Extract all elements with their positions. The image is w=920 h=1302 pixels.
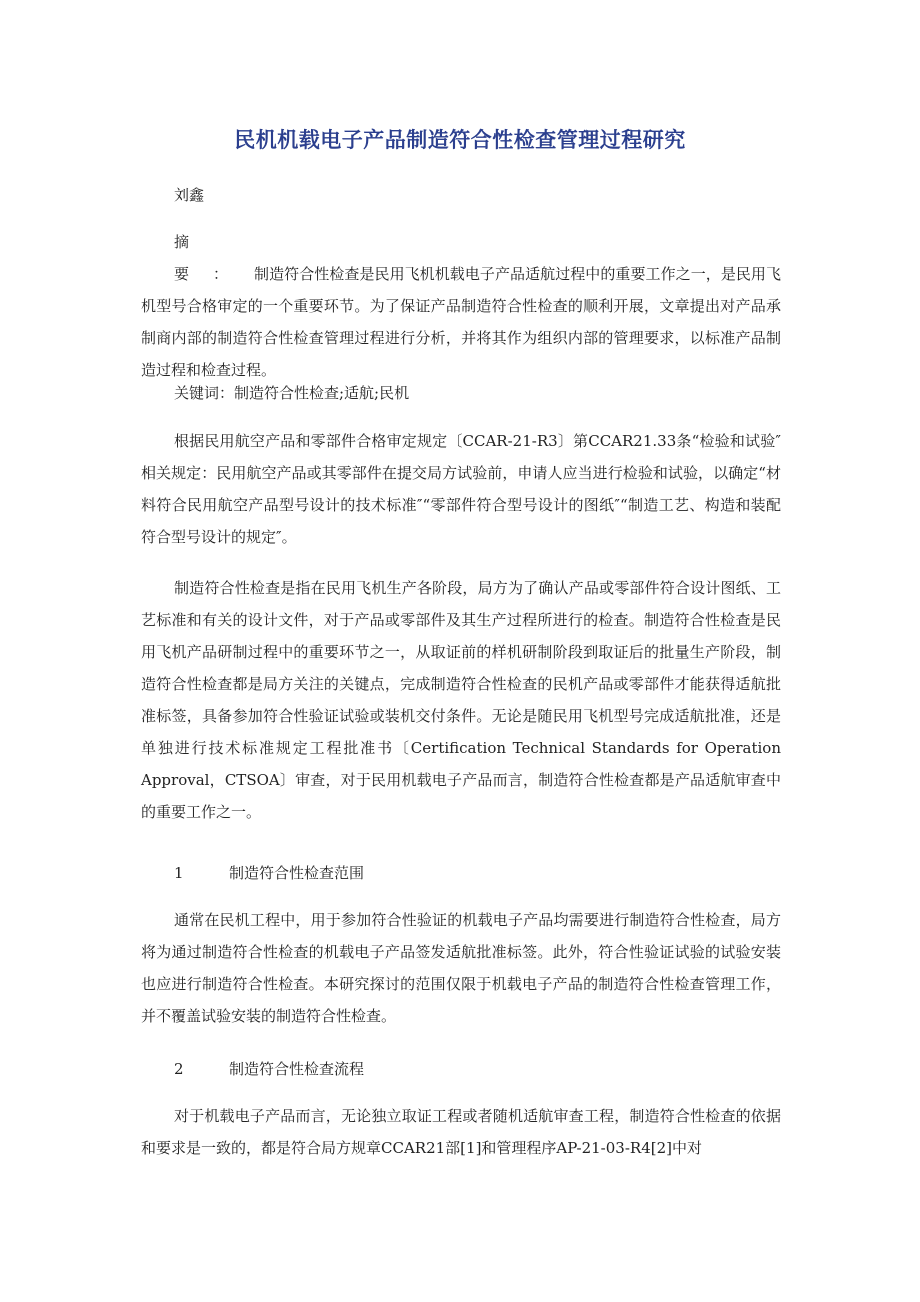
body-paragraph: 制造符合性检查是指在民用飞机生产各阶段，局方为了确认产品或零部件符合设计图纸、工艺标准和有关的设计文件，对于产品或零部件及其生产过程所进行的检查。制造符合性检查是民用飞机产品研制过程中的重要环节之一，从取证前的样机研制阶段到取证后的批量生产阶段，制造符合性检查都是局方关注的关键点，完成制造符合性检查的民机产品或零部件才能获得适航批准标签，具备参加符合性验证试验或装机交付条件。无论是随民用飞机型号完成适航批准，还是单独进行技术标准规定工程批准书〔Certification Technical Standards for Operation Approval，CTSOA〕审查，对于民用机载电子产品而言，制造符合性检查都是产品适航审查中的重要工作之一。 [141, 579, 781, 821]
keywords-line: 关键词：制造符合性检查;适航;民机 [174, 384, 410, 402]
abstract-label: 摘要： [174, 233, 253, 283]
section-title: 制造符合性检查范围 [229, 864, 365, 882]
section-title: 制造符合性检查流程 [229, 1060, 365, 1078]
section-number: 2 [174, 1060, 184, 1078]
section-number: 1 [174, 864, 184, 882]
abstract-paragraph [141, 226, 781, 386]
author-name: 刘鑫 [174, 186, 205, 204]
document-title: 民机机载电子产品制造符合性检查管理过程研究 [234, 128, 686, 152]
body-paragraph: 通常在民机工程中，用于参加符合性验证的机载电子产品均需要进行制造符合性检查，局方将为通过制造符合性检查的机载电子产品签发适航批准标签。此外，符合性验证试验的试验安装也应进行制造符合性检查。本研究探讨的范围仅限于机载电子产品的制造符合性检查管理工作，并不覆盖试验安装的制造符合性检查。 [141, 911, 781, 1025]
body-paragraph: 对于机载电子产品而言，无论独立取证工程或者随机适航审查工程，制造符合性检查的依据和要求是一致的，都是符合局方规章CCAR21部[1]和管理程序AP-21-03-R4[2]中对 [141, 1107, 781, 1157]
section-heading [174, 862, 364, 883]
body-paragraph: 根据民用航空产品和零部件合格审定规定〔CCAR-21-R3〕第CCAR21.33条“检验和试验″相关规定：民用航空产品或其零部件在提交局方试验前，申请人应当进行检验和试验，以确定“材料符合民用航空产品型号设计的技术标准″“零部件符合型号设计的图纸″“制造工艺、构造和装配符合型号设计的规定″。 [141, 432, 781, 546]
abstract-text: 制造符合性检查是民用飞机机载电子产品适航过程中的重要工作之一，是民用飞机型号合格审定的一个重要环节。为了保证产品制造符合性检查的顺利开展，文章提出对产品承制商内部的制造符合性检查管理过程进行分析，并将其作为组织内部的管理要求，以标准产品制造过程和检查过程。 [141, 265, 781, 379]
section-heading [174, 1058, 364, 1079]
